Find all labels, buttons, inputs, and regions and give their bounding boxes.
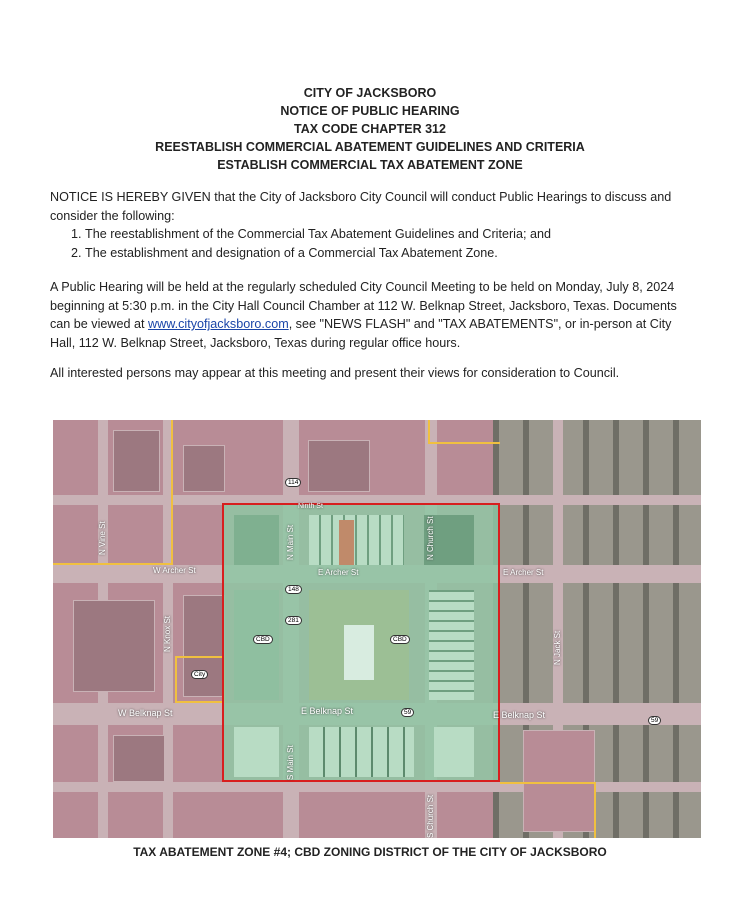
street-label: E Belknap St	[301, 706, 354, 716]
street-label: N Knox St	[163, 615, 172, 652]
highway-shield: 281	[285, 616, 302, 625]
building	[183, 445, 225, 492]
hearing-text: A Public Hearing will be held at the regularly scheduled City Council Meeting to be held on Monday, July 8, 2024 beginning at 5:30 p.m. in the City Hall Council Chamber at 112 W. Belknap Street, Jacksboro, Texas. Documents can be viewed at	[50, 280, 677, 331]
map-caption: TAX ABATEMENT ZONE #4; CBD ZONING DISTRICT OF THE CITY OF JACKSBORO	[133, 845, 607, 859]
highway-shield: 59	[648, 716, 661, 725]
building	[434, 727, 474, 777]
city-hall-boundary	[175, 656, 225, 703]
street-label: E Archer St	[318, 568, 359, 577]
highway-shield: 114	[285, 478, 301, 487]
city-hall-tag: City	[191, 670, 208, 679]
street-label: E Archer St	[503, 568, 544, 577]
building	[113, 735, 165, 782]
street-label: N Jack St	[553, 630, 562, 665]
street-label: Ninth St	[298, 503, 323, 510]
street-label: N Church St	[426, 516, 435, 560]
closing-text: All interested persons may appear at this meeting and present their views for consideration to Council.	[50, 366, 620, 380]
header-line: CITY OF JACKSBORO	[303, 86, 437, 100]
street-label: N Main St	[286, 524, 295, 560]
header-line: TAX CODE CHAPTER 312	[294, 122, 446, 136]
list-item: 1. The reestablishment of the Commercial Tax Abatement Guidelines and Criteria; and	[85, 225, 690, 244]
notice-header	[0, 84, 740, 174]
hearing-paragraph	[50, 278, 690, 352]
building	[339, 520, 354, 565]
highway-shield: 148	[285, 585, 302, 594]
building	[234, 727, 279, 777]
header-line: ESTABLISH COMMERCIAL TAX ABATEMENT ZONE	[217, 158, 523, 172]
courthouse	[344, 625, 374, 680]
street-label: W Belknap St	[118, 708, 173, 718]
building	[308, 440, 370, 492]
website-link[interactable]: www.cityofjacksboro.com	[148, 317, 289, 331]
city-limit-line	[500, 782, 596, 838]
highway-shield: 59	[401, 708, 414, 717]
intro-section	[50, 188, 690, 262]
header-line: NOTICE OF PUBLIC HEARING	[280, 104, 460, 118]
intro-text: NOTICE IS HEREBY GIVEN that the City of Jacksboro City Council will conduct Public Hearings to discuss and consider the following:	[50, 190, 672, 223]
items-list	[50, 225, 690, 262]
hearing-text-end: , see "NEWS FLASH" and "TAX ABATEMENTS", or in-person at City Hall, 112 W. Belknap Street, Jacksboro, Texas during regular office hours.	[50, 317, 672, 350]
street-label: S Church St	[426, 794, 435, 838]
street-label: W Archer St	[153, 566, 196, 575]
street-label: S Main St	[286, 745, 295, 780]
zone-map	[53, 420, 701, 838]
street-label: N Vine St	[98, 521, 107, 555]
building	[429, 590, 474, 700]
city-limit-line	[428, 420, 500, 444]
street-label: E Belknap St	[493, 710, 546, 720]
zoning-tag: CBD	[390, 635, 410, 644]
list-item: 2. The establishment and designation of a Commercial Tax Abatement Zone.	[85, 244, 690, 263]
header-line: REESTABLISH COMMERCIAL ABATEMENT GUIDELINES AND CRITERIA	[155, 140, 585, 154]
city-limit-line	[53, 420, 173, 565]
building	[234, 515, 279, 565]
zoning-tag: CBD	[253, 635, 273, 644]
building	[309, 515, 404, 565]
building	[234, 590, 279, 700]
building	[309, 727, 414, 777]
south-street	[53, 782, 701, 792]
building	[73, 600, 155, 692]
